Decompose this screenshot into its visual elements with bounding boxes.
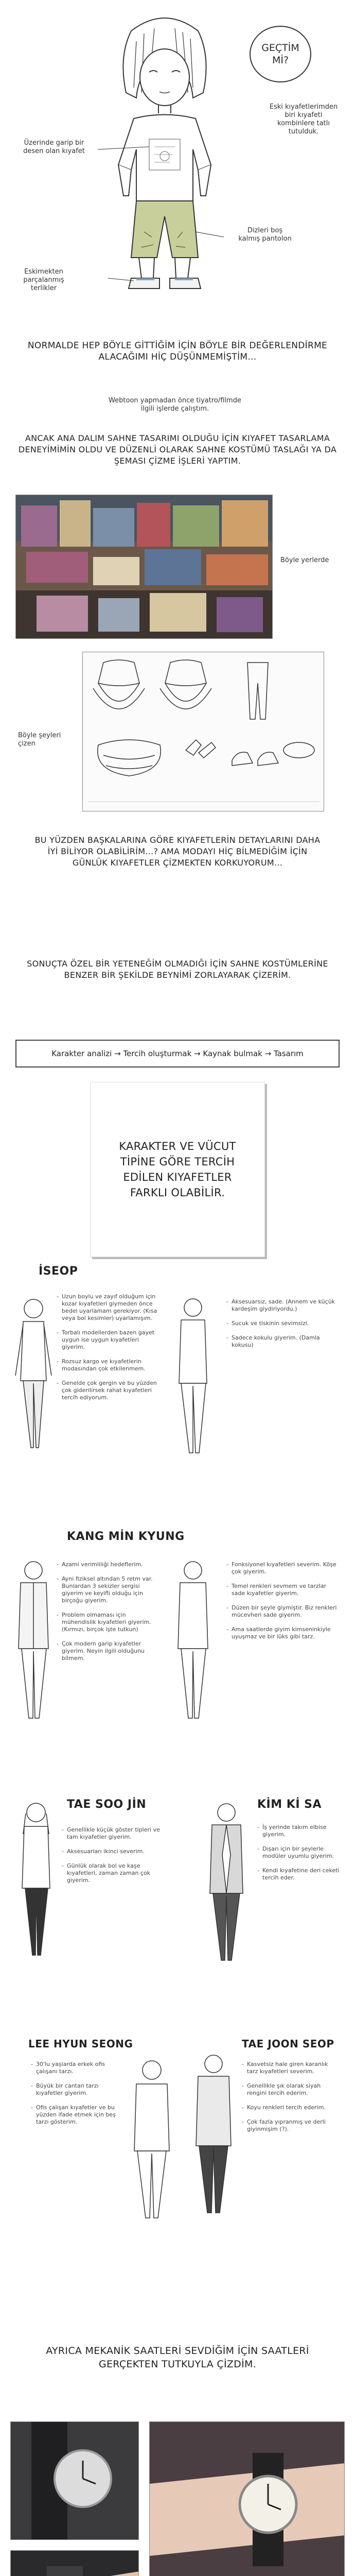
iseop-note: - Rozsuz kargo ve kıyafetlerin modasından çok etkilenmem. xyxy=(57,1358,159,1372)
intro-section xyxy=(0,0,355,392)
girl-figure-illustration xyxy=(87,10,242,299)
iseop-name: İSEOP xyxy=(39,1265,78,1278)
tae-joon-figure xyxy=(188,2050,239,2221)
tae-joon-name: TAE JOON SEOP xyxy=(242,2038,334,2050)
note-shirt: Üzerinde garip bir desen olan kıyafet xyxy=(23,139,85,155)
iseop-note: - Sucuk ve tiskinin sevimsizi. xyxy=(226,1320,340,1327)
kang-note: - Çok modern garip kıyafetler giyerim. Neyin ilgili olduğunu bilmem. xyxy=(57,1640,159,1662)
kim-note: - İş yerinde takım elbise giyerim. xyxy=(257,1824,345,1838)
note-sketch: Böyle şeyleri çizen xyxy=(18,732,61,748)
iseop-notes-right xyxy=(226,1298,340,1356)
tae-soo-note: - Günlük olarak bol ve kaşe kıyafetleri, zaman zaman çok giyerim. xyxy=(62,1862,170,1884)
kang-outfit-figure xyxy=(170,1556,216,1726)
kang-notes-left xyxy=(57,1561,159,1669)
speech-bubble-text: GEÇTİM Mİ? xyxy=(261,42,299,66)
lee-note: - Ofis çalışan kıyafetler ve bu yüzden ifade etmek için beş tarzı gösterim. xyxy=(31,2104,123,2126)
note-old-clothes: Eski kıyafetlerimden biri kıyafeti kombinlere tatlı tutulduk. xyxy=(269,103,338,135)
kim-name: KİM Kİ SA xyxy=(257,1798,322,1811)
costume-caption: ANCAK ANA DALIM SAHNE TASARIMI OLDUĞU İÇİN KIYAFET TASARLAMA DENEYİMİMİN OLDU VE DÜZENLİ OLARAK SAHNE KOSTÜMÜ TASLAĞI YA DA ŞEMASI ÇİZME İŞLERİ YAPTIM. xyxy=(18,433,337,466)
iseop-notes-left xyxy=(57,1293,159,1409)
fashion-caption: BU YÜZDEN BAŞKALARINA GÖRE KIYAFETLERİN DETAYLARINI DAHA İYİ BİLİYOR OLABİLİRİM...? AMA MODAYI HİÇ BİLMEDİĞİM İÇİN GÜNLÜK KIYAFETLER ÇİZMEKTEN KORKUYORUM... xyxy=(34,835,321,868)
watch-panel xyxy=(10,2550,139,2576)
intro-caption: NORMALDE HEP BÖYLE GİTTİĞİM İÇİN BÖYLE BİR DEĞERLENDİRME ALACAĞIMI HİÇ DÜŞÜNMEMİŞTİM... xyxy=(27,341,328,362)
kang-note: - Ama saatlerde giyim kimseninkiyle uyuşmaz ve bir lüks gibi tarz. xyxy=(226,1626,340,1640)
kang-note: - Temel renkleri sevmem ve tarzlar sade kıyafetler giyerim. xyxy=(226,1583,340,1597)
title-card-text: KARAKTER VE VÜCUT TİPİNE GÖRE TERCİH EDİLEN KIYAFETLER FARKLI OLABİLİR. xyxy=(119,1140,236,1199)
tae-soo-figure xyxy=(13,1798,59,1963)
lee-notes xyxy=(31,2061,123,2133)
tae-joon-note: - Koyu renkleri tercih ederim. xyxy=(242,2104,340,2111)
kim-note: - Kendi kıyafetine deri ceketi tercih eder. xyxy=(257,1867,345,1882)
title-card xyxy=(90,1082,265,1257)
watch-panel xyxy=(149,2421,345,2576)
kim-note: - Dışarı için bir şeylerle modüler uyumlu giyerim. xyxy=(257,1845,345,1860)
kang-note: - Problem olmaması için mühendislik kıyafetleri giyerim. (Kırmızı, birçok işte tutkun) xyxy=(57,1612,159,1633)
talent-caption: SONUÇTA ÖZEL BİR YETENEĞİM OLMADIĞI İÇİN SAHNE KOSTÜMLERİNE BENZER BİR ŞEKİLDE BEYNİMİ ZORLAYARAK ÇİZERİM. xyxy=(27,959,328,980)
kang-notes-right xyxy=(226,1561,340,1648)
speech-bubble xyxy=(250,26,311,82)
watch-panel xyxy=(10,2421,139,2540)
lee-note: - Büyük bir cantan tarzı kıyafetler giyerim. xyxy=(31,2082,123,2097)
costume-warehouse-photo xyxy=(15,495,273,639)
tae-joon-notes xyxy=(242,2061,340,2140)
note-pants: Dizleri boş kalmış pantolon xyxy=(238,227,292,243)
iseop-note: - Genelde çok gergin ve bu yüzden çok giderilirsek rahat kıyafetleri tercih ediyorum. xyxy=(57,1380,159,1401)
note-slippers: Eskimekten parçalanmış terlikler xyxy=(23,268,64,292)
tae-soo-note: - Genellikle küçük göster tipleri ve tam kıyafetler giyerim. xyxy=(62,1826,170,1841)
lee-note: - 30'lu yaşlarda erkek ofis çalışanı tarzı. xyxy=(31,2061,123,2075)
design-process-box xyxy=(15,1040,340,1067)
note-warehouse: Böyle yerlerde xyxy=(280,556,329,564)
iseop-figure xyxy=(10,1293,57,1458)
iseop-note: - Uzun boylu ve zayıf olduğum için kozar kıyafetleri giymeden önce bedel uyarlamam gerekiyor. (Kısa veya bol kesimler) uyarlamışım. xyxy=(57,1293,159,1322)
iseop-outfit-figure xyxy=(170,1293,216,1463)
design-process-text: Karakter analizi → Tercih oluşturmak → Kaynak bulmak → Tasarım xyxy=(51,1049,304,1058)
lee-name: LEE HYUN SEONG xyxy=(28,2038,133,2050)
kang-note: - Azami verimliliği hedeflerim. xyxy=(57,1561,159,1568)
tae-joon-note: - Genellikle şık olarak siyah rengini tercih ederim. xyxy=(242,2082,340,2097)
kang-note: - Ayni fiziksel altından 5 retm var. Bunlardan 3 sekizler sergisi giyerim ve keyifli olduğu için birçoğu giyerim. xyxy=(57,1575,159,1604)
kang-name: KANG MİN KYUNG xyxy=(67,1530,185,1543)
iseop-note: - Sadece kokulu giyerim. (Damla kokusu) xyxy=(226,1334,340,1349)
tae-joon-note: - Kasvetsiz hale giren karanlık tarz kıyafetleri severim. xyxy=(242,2061,340,2075)
iseop-note: - Torbalı modellerden bazen gayet uygun ise uygun kıyafetleri giyerim. xyxy=(57,1329,159,1351)
kim-figure xyxy=(201,1798,252,1968)
iseop-note: - Aksesuarsız, sade. (Annem ve küçük kardeşim giydiriyordu.) xyxy=(226,1298,340,1313)
kang-note: - Fonksiyonel kıyafetleri severim. Köşe çok giyerim. xyxy=(226,1561,340,1575)
note-work-history: Webtoon yapmadan önce tiyatro/filmde ilgili işlerde çalıştım. xyxy=(109,397,241,413)
lee-figure xyxy=(126,2056,177,2226)
tae-soo-note: - Aksesuarları ikinci severim. xyxy=(62,1848,170,1855)
tae-joon-note: - Çok fazla yıpranmış ve derli giyinmişim (?). xyxy=(242,2119,340,2133)
kang-note: - Düzen bir şeyle giymiştir. Biz renkleri mücevheri sade giyerim. xyxy=(226,1604,340,1619)
kang-figure xyxy=(10,1556,57,1726)
tae-soo-name: TAE SOO JİN xyxy=(67,1798,147,1811)
watches-caption: AYRICA MEKANİK SAATLERİ SEVDİĞİM İÇİN SAATLERİ GERÇEKTEN TUTKUYLA ÇİZDİM. xyxy=(46,2345,309,2370)
kim-notes xyxy=(257,1824,345,1889)
costume-sketch-sheet xyxy=(82,652,324,811)
tae-soo-notes xyxy=(62,1826,170,1891)
